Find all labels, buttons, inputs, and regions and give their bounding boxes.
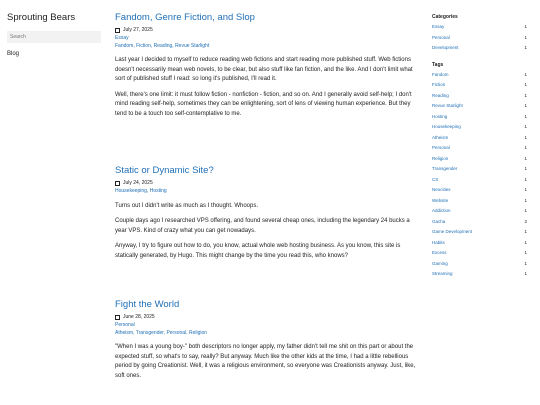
tag-count: 1 xyxy=(524,103,527,108)
tag-row[interactable] xyxy=(432,219,527,230)
tag-count: 1 xyxy=(524,82,527,87)
category-count: 1 xyxy=(524,24,527,29)
tag-link[interactable]: Atheism xyxy=(115,329,134,336)
tag-row[interactable] xyxy=(432,114,527,125)
tag-link[interactable]: Excess xyxy=(432,250,447,255)
tag-link[interactable]: Neocities xyxy=(432,187,451,192)
tag-link[interactable]: Habits xyxy=(432,239,445,245)
post-list xyxy=(115,12,420,381)
tag-row[interactable] xyxy=(432,103,527,114)
post-paragraph: Turns out I didn't write as much as I thought. Whoops. xyxy=(115,202,258,209)
sidebar xyxy=(432,14,527,288)
post-date xyxy=(115,27,420,33)
post-category xyxy=(115,35,420,42)
tag-count: 1 xyxy=(524,166,527,171)
tag-row[interactable] xyxy=(432,177,527,188)
tag-link[interactable]: Game Development xyxy=(432,229,473,234)
category-link[interactable]: Personal xyxy=(115,322,135,328)
tag-link[interactable]: Transgender xyxy=(432,166,458,171)
tag-count: 1 xyxy=(524,124,527,129)
post-date-text: July 24, 2025 xyxy=(123,180,153,186)
tag-link[interactable]: Gacha xyxy=(432,218,446,224)
post-paragraph: Well, there's one limit: it must follow fiction - nonfiction - fiction, and so on. And I generally avoid self-help; I don't mind reading self-help, sometimes they can be enlightening, sort of lens of viewing human experience. But they tend to be a touch too self-contemplative to me. xyxy=(115,91,412,117)
category-row[interactable] xyxy=(432,35,527,46)
post-date-text: June 28, 2025 xyxy=(123,314,155,320)
post-category xyxy=(115,322,420,329)
tag-link[interactable]: Revue Starlight xyxy=(175,42,210,49)
tag-count: 2 xyxy=(524,218,527,224)
post-date-text: July 27, 2025 xyxy=(123,27,153,33)
nav-blog-link[interactable]: Blog xyxy=(7,51,20,57)
tag-count: 1 xyxy=(524,134,527,140)
tag-link[interactable]: Housekeeping xyxy=(432,124,461,129)
tag-link[interactable]: Housekeeping xyxy=(115,188,147,194)
post-paragraph: Couple days ago I researched VPS offering, and found several cheap ones, including the legendary 24 bucks a year VPS. Kind of crazy what you can get nowadays. xyxy=(115,218,410,234)
tag-link[interactable]: Fiction xyxy=(136,42,151,49)
tag-count: 1 xyxy=(524,71,527,77)
tag-link[interactable]: Website xyxy=(432,197,449,203)
tag-link[interactable]: Addiction xyxy=(432,208,451,213)
category-link[interactable]: Essay xyxy=(432,24,445,29)
tag-link[interactable]: Transgender xyxy=(135,329,164,336)
tag-row[interactable] xyxy=(432,261,527,272)
tag-link[interactable]: Fiction xyxy=(432,82,446,87)
tag-link[interactable]: Religion xyxy=(432,155,449,161)
tag-link[interactable]: Streaming xyxy=(432,271,453,276)
category-link[interactable]: Personal xyxy=(432,34,450,40)
tag-row[interactable] xyxy=(432,187,527,198)
tag-count: 1 xyxy=(524,187,527,192)
tag-count: 1 xyxy=(524,271,527,276)
tag-link[interactable]: Gaming xyxy=(432,260,448,266)
tag-link[interactable]: Reading xyxy=(153,42,173,49)
tag-count: 1 xyxy=(524,176,527,182)
tag-row[interactable] xyxy=(432,82,527,93)
calendar-icon xyxy=(115,181,120,186)
tag-count: 1 xyxy=(524,239,527,245)
tag-row[interactable] xyxy=(432,229,527,240)
post-paragraph: "When I was a young boy-" both descriptors no longer apply, my father didn't tell me shit on this part or about the expected stuff, so what's to say, really? But anyway. Much like the other kids at the time, I had a little rebellious period by going Creationist. Well, it was a religious environment, so everyone was Creationists anyway. Just, like, soft ones. xyxy=(115,344,416,379)
tag-link[interactable]: CS xyxy=(432,176,439,182)
post xyxy=(115,299,420,381)
tag-row[interactable] xyxy=(432,72,527,83)
category-row[interactable] xyxy=(432,24,527,35)
post-paragraph: Anyway, I try to figure out how to do, you know, actual whole web hosting business. As you know, this site is statically generated, by Hugo. This might change by the time you read this, who knows? xyxy=(115,243,401,259)
post-paragraph: Last year I decided to myself to reduce reading web fictions and start reading more published stuff. Web fictions doesn't necessarily mean web novels, to be clear, but also stuff like fan fiction, and the like. And I don't limit what sort of published stuff I read: so long it's published, I'll read it. xyxy=(115,57,413,82)
tag-row[interactable] xyxy=(432,240,527,251)
tag-link[interactable]: Hosting xyxy=(149,188,167,194)
tag-count: 1 xyxy=(524,260,527,266)
tag-link[interactable]: Atheism xyxy=(432,134,449,140)
category-link[interactable]: Essay xyxy=(115,35,129,41)
post-title[interactable]: Fandom, Genre Fiction, and Slop xyxy=(115,12,255,23)
tag-link[interactable]: Reading xyxy=(432,92,449,98)
tag-count: 1 xyxy=(524,229,527,234)
tag-link[interactable]: Fandom xyxy=(432,71,449,77)
tag-row[interactable] xyxy=(432,156,527,167)
tag-row[interactable] xyxy=(432,93,527,104)
tag-link[interactable]: Revue Starlight xyxy=(432,103,463,108)
tag-row[interactable] xyxy=(432,271,527,282)
category-link[interactable]: Development xyxy=(432,45,459,50)
post-date xyxy=(115,314,420,320)
category-count: 1 xyxy=(524,45,527,50)
tag-link[interactable]: Personal xyxy=(166,329,187,336)
category-count: 1 xyxy=(524,34,527,40)
tag-count: 1 xyxy=(524,197,527,203)
post-title[interactable]: Fight the World xyxy=(115,299,180,310)
post-tags: Atheism, Transgender, Personal, Religion xyxy=(115,329,208,336)
category-row[interactable] xyxy=(432,45,527,56)
site-title[interactable]: Sprouting Bears xyxy=(7,12,76,23)
post xyxy=(115,12,420,165)
tag-count: 1 xyxy=(524,250,527,255)
post xyxy=(115,165,420,299)
calendar-icon xyxy=(115,28,120,33)
search-input[interactable] xyxy=(7,31,101,43)
tag-link[interactable]: Personal xyxy=(432,145,450,150)
tag-link[interactable]: Fandom xyxy=(115,42,134,49)
tags-heading: Tags xyxy=(432,61,444,68)
tag-row[interactable] xyxy=(432,166,527,177)
tag-count: 1 xyxy=(524,155,527,161)
post-date xyxy=(115,180,420,186)
tag-link[interactable]: Religion xyxy=(188,329,208,336)
tag-count: 1 xyxy=(524,113,527,119)
tag-row[interactable] xyxy=(432,135,527,146)
left-column xyxy=(7,12,103,57)
tag-row[interactable] xyxy=(432,124,527,135)
categories-heading: Categories xyxy=(432,14,458,20)
tag-row[interactable] xyxy=(432,198,527,209)
tag-count: 1 xyxy=(524,92,527,98)
post-tags: Housekeeping, Hosting xyxy=(115,188,167,194)
post-title[interactable]: Static or Dynamic Site? xyxy=(115,165,214,176)
tag-row[interactable] xyxy=(432,250,527,261)
tags-section xyxy=(432,62,527,282)
post-tags: Fandom, Fiction, Reading, Revue Starlight xyxy=(115,42,210,49)
tag-row[interactable] xyxy=(432,145,527,156)
tag-count: 1 xyxy=(524,208,527,213)
tag-link[interactable]: Hosting xyxy=(432,113,448,119)
tag-count: 1 xyxy=(524,145,527,150)
categories-section xyxy=(432,14,527,56)
calendar-icon xyxy=(115,315,120,320)
tag-row[interactable] xyxy=(432,208,527,219)
